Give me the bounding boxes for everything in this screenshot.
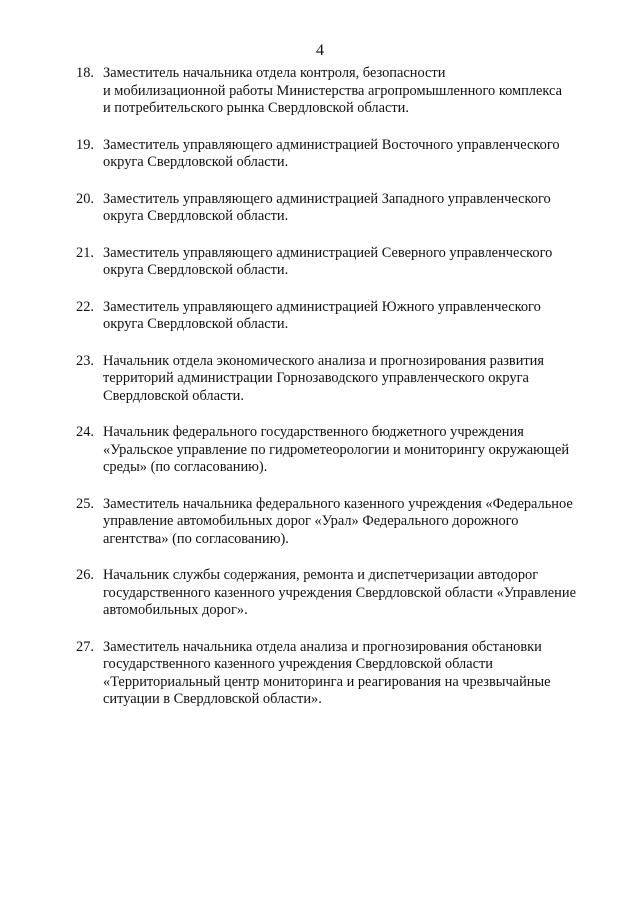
text-line: Свердловской области.	[103, 387, 244, 404]
text-line: государственного казенного учреждения Свердловской области	[103, 656, 494, 672]
text-line: Заместитель начальника отдела анализа и прогнозирования обстановки	[103, 638, 542, 655]
text-line: Заместитель управляющего администрацией Северного управленческого	[103, 244, 553, 261]
text-line: Начальник федерального государственного бюджетного учреждения	[103, 424, 524, 440]
list-item	[76, 65, 606, 118]
list-item-number: 19.	[76, 136, 94, 153]
list-item-text	[103, 424, 606, 477]
text-line: округа Свердловской области.	[103, 154, 289, 170]
text-line: Заместитель управляющего администрацией Восточного управленческого	[103, 136, 560, 153]
list-item-text	[103, 496, 606, 549]
list-item-number: 25.	[76, 495, 94, 512]
text-line: среды» (по согласованию).	[103, 459, 268, 475]
text-line: округа Свердловской области.	[103, 208, 289, 224]
text-line: ситуации в Свердловской области».	[103, 691, 322, 707]
list-item	[76, 299, 606, 334]
list-item-text	[103, 299, 606, 334]
text-line: и мобилизационной работы Министерства агропромышленного комплекса	[103, 82, 562, 99]
list-item-text	[103, 245, 606, 280]
page-number: 4	[316, 42, 324, 59]
text-line: «Уральское управление по гидрометеорологии и мониторингу окружающей	[103, 441, 570, 458]
text-line: Заместитель управляющего администрацией Западного управленческого	[103, 190, 551, 207]
list-item-text	[103, 353, 606, 406]
text-line: агентства» (по согласованию).	[103, 530, 289, 547]
text-line: Заместитель управляющего администрацией Южного управленческого	[103, 298, 541, 315]
list-item	[76, 424, 606, 477]
text-line: управление автомобильных дорог «Урал» Федерального дорожного	[103, 513, 519, 529]
list-item	[76, 191, 606, 226]
list-item	[76, 496, 606, 549]
text-line: Заместитель начальника отдела контроля, безопасности	[103, 65, 446, 81]
list-item-number: 23.	[76, 352, 94, 369]
text-line: автомобильных дорог».	[103, 602, 248, 618]
text-line: территорий администрации Горнозаводского управленческого округа	[103, 370, 529, 386]
text-line: государственного казенного учреждения Свердловской области «Управление	[103, 584, 576, 601]
list-item	[76, 245, 606, 280]
list-item-number: 24.	[76, 424, 94, 440]
list-item	[76, 567, 606, 620]
list-item-text	[103, 191, 606, 226]
list-item-number: 27.	[76, 638, 94, 655]
list-item-text	[103, 65, 606, 118]
text-line: «Территориальный центр мониторинга и реагирования на чрезвычайные	[103, 673, 551, 690]
list-item-number: 21.	[76, 244, 94, 261]
text-line: Заместитель начальника федерального казенного учреждения «Федеральное	[103, 495, 573, 512]
list-item	[76, 353, 606, 406]
list-item-number: 22.	[76, 298, 94, 315]
list-item-number: 18.	[76, 65, 94, 81]
list-item	[76, 137, 606, 172]
text-line: округа Свердловской области.	[103, 316, 289, 332]
text-line: и потребительского рынка Свердловской области.	[103, 100, 409, 116]
list-item-text	[103, 567, 606, 620]
list-item-number: 26.	[76, 567, 94, 583]
text-line: Начальник службы содержания, ремонта и диспетчеризации автодорог	[103, 567, 539, 583]
list-item-number: 20.	[76, 190, 94, 207]
numbered-list	[76, 65, 606, 728]
text-line: округа Свердловской области.	[103, 262, 289, 278]
list-item-text	[103, 639, 606, 709]
list-item	[76, 639, 606, 709]
list-item-text	[103, 137, 606, 172]
text-line: Начальник отдела экономического анализа и прогнозирования развития	[103, 352, 544, 369]
